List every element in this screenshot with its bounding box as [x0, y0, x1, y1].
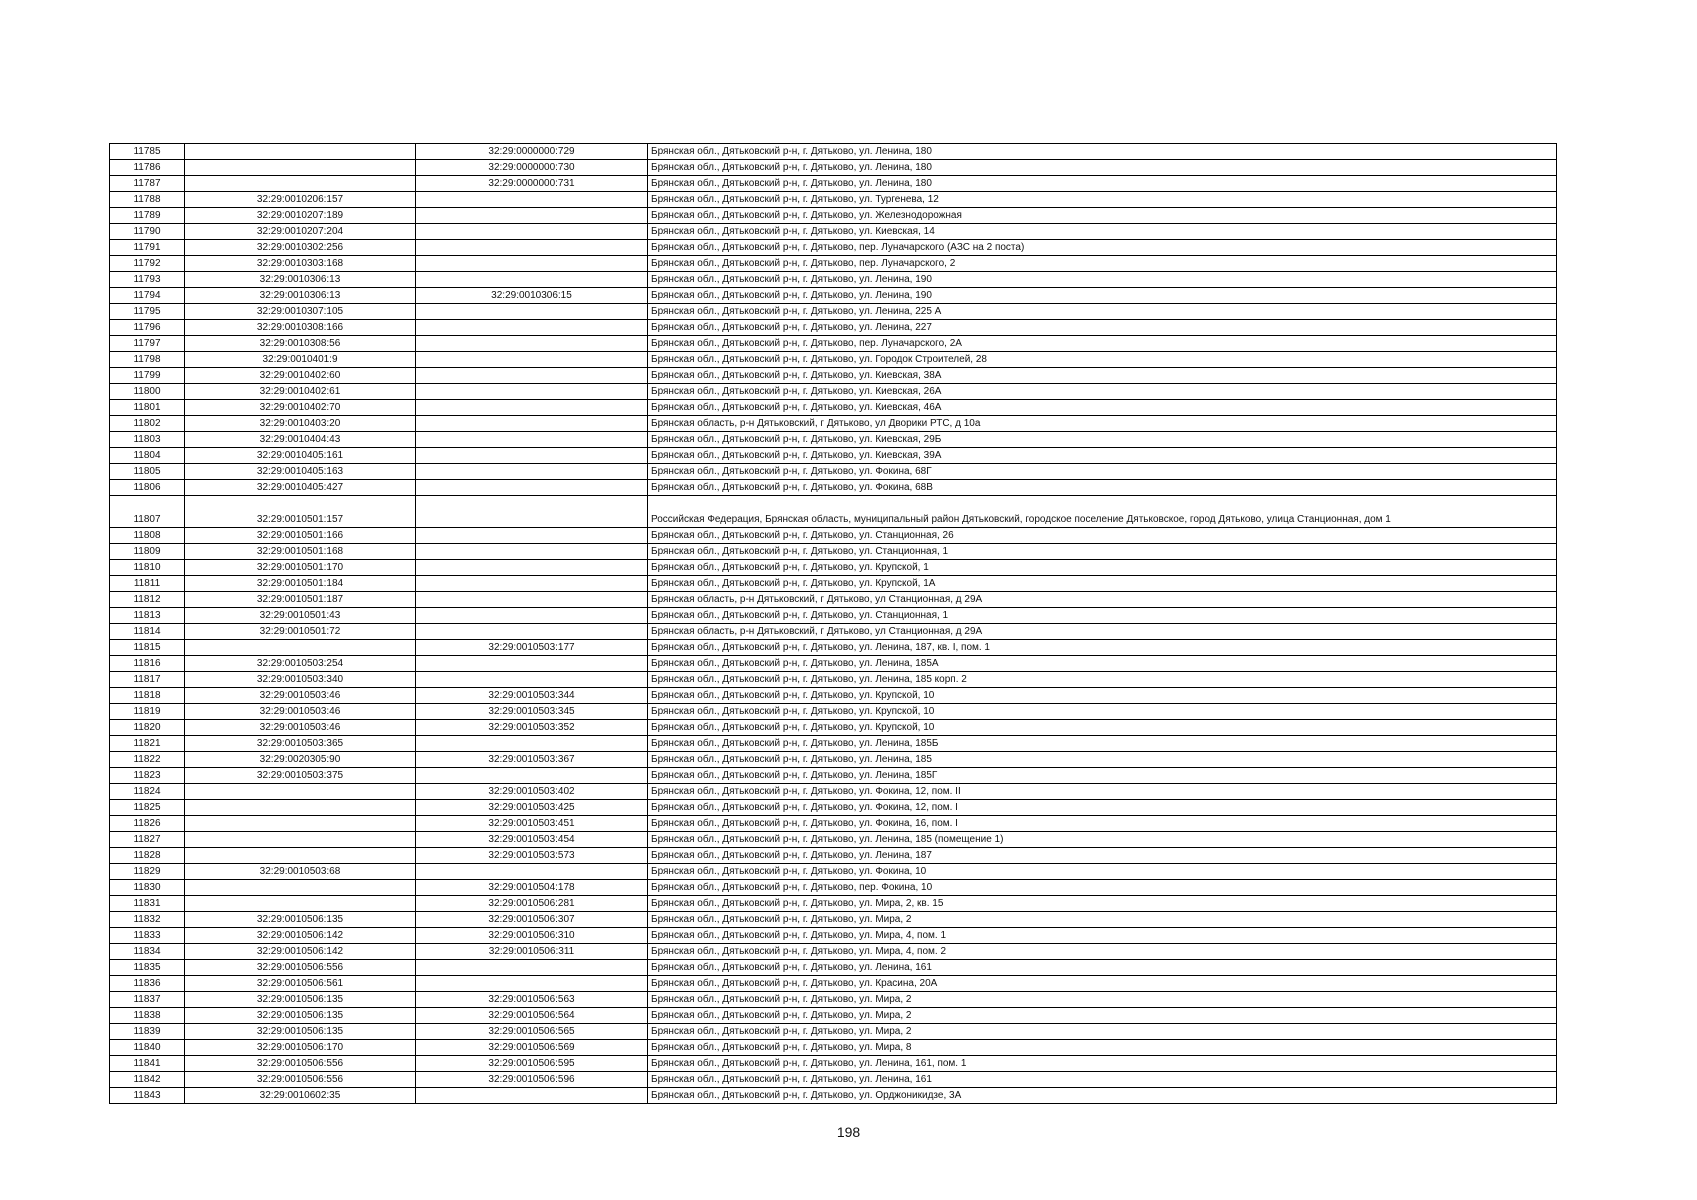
address-cell: Брянская обл., Дятьковский р-н, г. Дятьково, ул. Ленина, 185Б: [648, 736, 1557, 752]
table-row: [110, 1056, 1557, 1072]
address-cell: Брянская обл., Дятьковский р-н, г. Дятьково, ул. Тургенева, 12: [648, 192, 1557, 208]
land-cadastral-number-cell: 32:29:0010506:135: [185, 992, 416, 1008]
row-number-cell: 11827: [110, 832, 185, 848]
building-cadastral-number-cell: [416, 416, 648, 432]
table-row: [110, 592, 1557, 608]
building-cadastral-number-cell: 32:29:0010506:310: [416, 928, 648, 944]
address-cell: Брянская обл., Дятьковский р-н, г. Дятьково, ул. Ленина, 187: [648, 848, 1557, 864]
land-cadastral-number-cell: 32:29:0010506:142: [185, 944, 416, 960]
land-cadastral-number-cell: 32:29:0010402:60: [185, 368, 416, 384]
building-cadastral-number-cell: 32:29:0000000:731: [416, 176, 648, 192]
land-cadastral-number-cell: 32:29:0010308:166: [185, 320, 416, 336]
land-cadastral-number-cell: 32:29:0010501:157: [185, 496, 416, 528]
address-cell: Брянская обл., Дятьковский р-н, г. Дятьково, ул. Ленина, 225 А: [648, 304, 1557, 320]
address-cell: Брянская обл., Дятьковский р-н, г. Дятьково, ул. Мира, 8: [648, 1040, 1557, 1056]
address-cell: Брянская обл., Дятьковский р-н, г. Дятьково, пер. Луначарского, 2А: [648, 336, 1557, 352]
address-cell: Брянская обл., Дятьковский р-н, г. Дятьково, ул. Фокина, 16, пом. I: [648, 816, 1557, 832]
row-number-cell: 11815: [110, 640, 185, 656]
table-row: [110, 816, 1557, 832]
building-cadastral-number-cell: 32:29:0010504:178: [416, 880, 648, 896]
row-number-cell: 11806: [110, 480, 185, 496]
address-cell: Брянская обл., Дятьковский р-н, г. Дятьково, ул. Станционная, 1: [648, 544, 1557, 560]
land-cadastral-number-cell: [185, 176, 416, 192]
land-cadastral-number-cell: 32:29:0010503:46: [185, 688, 416, 704]
table-row: [110, 480, 1557, 496]
address-cell: Брянская обл., Дятьковский р-н, г. Дятьково, ул. Фокина, 12, пом. I: [648, 800, 1557, 816]
address-cell: Брянская обл., Дятьковский р-н, г. Дятьково, ул. Железнодорожная: [648, 208, 1557, 224]
row-number-cell: 11835: [110, 960, 185, 976]
row-number-cell: 11832: [110, 912, 185, 928]
land-cadastral-number-cell: 32:29:0010306:13: [185, 272, 416, 288]
row-number-cell: 11828: [110, 848, 185, 864]
building-cadastral-number-cell: [416, 272, 648, 288]
land-cadastral-number-cell: 32:29:0010403:20: [185, 416, 416, 432]
address-cell: Брянская обл., Дятьковский р-н, г. Дятьково, ул. Ленина, 185 (помещение 1): [648, 832, 1557, 848]
table-row: [110, 880, 1557, 896]
address-cell: Брянская обл., Дятьковский р-н, г. Дятьково, ул. Станционная, 26: [648, 528, 1557, 544]
building-cadastral-number-cell: 32:29:0010503:451: [416, 816, 648, 832]
row-number-cell: 11812: [110, 592, 185, 608]
land-cadastral-number-cell: 32:29:0010501:43: [185, 608, 416, 624]
land-cadastral-number-cell: 32:29:0010501:166: [185, 528, 416, 544]
building-cadastral-number-cell: [416, 208, 648, 224]
land-cadastral-number-cell: 32:29:0010602:35: [185, 1088, 416, 1104]
table-row: [110, 960, 1557, 976]
address-cell: Брянская обл., Дятьковский р-н, г. Дятьково, ул. Ленина, 161, пом. 1: [648, 1056, 1557, 1072]
land-cadastral-number-cell: 32:29:0010402:70: [185, 400, 416, 416]
land-cadastral-number-cell: 32:29:0010302:256: [185, 240, 416, 256]
table-row: [110, 560, 1557, 576]
address-cell: Брянская обл., Дятьковский р-н, г. Дятьково, ул. Ленина, 185: [648, 752, 1557, 768]
table-row: [110, 800, 1557, 816]
building-cadastral-number-cell: [416, 480, 648, 496]
row-number-cell: 11798: [110, 352, 185, 368]
address-cell: Брянская обл., Дятьковский р-н, г. Дятьково, ул. Станционная, 1: [648, 608, 1557, 624]
address-cell: Брянская область, р-н Дятьковский, г Дятьково, ул Дворики РТС, д 10а: [648, 416, 1557, 432]
land-cadastral-number-cell: [185, 848, 416, 864]
row-number-cell: 11813: [110, 608, 185, 624]
row-number-cell: 11820: [110, 720, 185, 736]
table-row: [110, 304, 1557, 320]
building-cadastral-number-cell: [416, 192, 648, 208]
land-cadastral-number-cell: 32:29:0010503:340: [185, 672, 416, 688]
row-number-cell: 11795: [110, 304, 185, 320]
address-cell: Брянская обл., Дятьковский р-н, г. Дятьково, ул. Киевская, 46А: [648, 400, 1557, 416]
land-cadastral-number-cell: 32:29:0010405:427: [185, 480, 416, 496]
building-cadastral-number-cell: 32:29:0010503:425: [416, 800, 648, 816]
address-cell: Брянская обл., Дятьковский р-н, г. Дятьково, ул. Киевская, 38А: [648, 368, 1557, 384]
building-cadastral-number-cell: [416, 960, 648, 976]
registry-table: [109, 143, 1557, 1104]
land-cadastral-number-cell: 32:29:0010306:13: [185, 288, 416, 304]
row-number-cell: 11814: [110, 624, 185, 640]
row-number-cell: 11826: [110, 816, 185, 832]
address-cell: Брянская обл., Дятьковский р-н, г. Дятьково, ул. Мира, 2: [648, 1008, 1557, 1024]
address-cell: Брянская обл., Дятьковский р-н, г. Дятьково, ул. Мира, 2: [648, 992, 1557, 1008]
building-cadastral-number-cell: [416, 400, 648, 416]
row-number-cell: 11843: [110, 1088, 185, 1104]
land-cadastral-number-cell: 32:29:0010506:135: [185, 1008, 416, 1024]
address-cell: Брянская обл., Дятьковский р-н, г. Дятьково, ул. Ленина, 161: [648, 960, 1557, 976]
land-cadastral-number-cell: 32:29:0010506:135: [185, 912, 416, 928]
row-number-cell: 11819: [110, 704, 185, 720]
row-number-cell: 11808: [110, 528, 185, 544]
row-number-cell: 11786: [110, 160, 185, 176]
row-number-cell: 11842: [110, 1072, 185, 1088]
land-cadastral-number-cell: [185, 640, 416, 656]
land-cadastral-number-cell: 32:29:0010307:105: [185, 304, 416, 320]
table-row: [110, 768, 1557, 784]
address-cell: Брянская обл., Дятьковский р-н, г. Дятьково, ул. Фокина, 68Г: [648, 464, 1557, 480]
row-number-cell: 11800: [110, 384, 185, 400]
address-cell: Брянская обл., Дятьковский р-н, г. Дятьково, ул. Ленина, 185А: [648, 656, 1557, 672]
land-cadastral-number-cell: 32:29:0010404:43: [185, 432, 416, 448]
table-row: [110, 256, 1557, 272]
building-cadastral-number-cell: 32:29:0010503:367: [416, 752, 648, 768]
land-cadastral-number-cell: [185, 784, 416, 800]
table-row: [110, 1088, 1557, 1104]
building-cadastral-number-cell: [416, 464, 648, 480]
land-cadastral-number-cell: 32:29:0010506:170: [185, 1040, 416, 1056]
building-cadastral-number-cell: 32:29:0010506:281: [416, 896, 648, 912]
row-number-cell: 11804: [110, 448, 185, 464]
building-cadastral-number-cell: [416, 560, 648, 576]
table-row: [110, 176, 1557, 192]
table-row: [110, 624, 1557, 640]
building-cadastral-number-cell: 32:29:0010306:15: [416, 288, 648, 304]
address-cell: Брянская обл., Дятьковский р-н, г. Дятьково, ул. Киевская, 26А: [648, 384, 1557, 400]
land-cadastral-number-cell: 32:29:0010501:184: [185, 576, 416, 592]
building-cadastral-number-cell: [416, 352, 648, 368]
land-cadastral-number-cell: 32:29:0010207:189: [185, 208, 416, 224]
building-cadastral-number-cell: 32:29:0010503:352: [416, 720, 648, 736]
building-cadastral-number-cell: [416, 240, 648, 256]
row-number-cell: 11805: [110, 464, 185, 480]
address-cell: Брянская обл., Дятьковский р-н, г. Дятьково, ул. Киевская, 29Б: [648, 432, 1557, 448]
row-number-cell: 11817: [110, 672, 185, 688]
address-cell: Брянская обл., Дятьковский р-н, г. Дятьково, ул. Мира, 4, пом. 1: [648, 928, 1557, 944]
address-cell: Брянская обл., Дятьковский р-н, г. Дятьково, ул. Мира, 4, пом. 2: [648, 944, 1557, 960]
page-number: 198: [836, 1124, 861, 1140]
table-row: [110, 1040, 1557, 1056]
row-number-cell: 11796: [110, 320, 185, 336]
land-cadastral-number-cell: 32:29:0010206:157: [185, 192, 416, 208]
row-number-cell: 11810: [110, 560, 185, 576]
building-cadastral-number-cell: [416, 528, 648, 544]
building-cadastral-number-cell: [416, 432, 648, 448]
address-cell: Брянская обл., Дятьковский р-н, г. Дятьково, ул. Ленина, 185Г: [648, 768, 1557, 784]
address-cell: Брянская обл., Дятьковский р-н, г. Дятьково, ул. Ленина, 180: [648, 160, 1557, 176]
building-cadastral-number-cell: 32:29:0010506:595: [416, 1056, 648, 1072]
land-cadastral-number-cell: 32:29:0010303:168: [185, 256, 416, 272]
row-number-cell: 11792: [110, 256, 185, 272]
address-cell: Брянская обл., Дятьковский р-н, г. Дятьково, ул. Ленина, 185 корп. 2: [648, 672, 1557, 688]
building-cadastral-number-cell: 32:29:0010506:311: [416, 944, 648, 960]
table-row: [110, 752, 1557, 768]
land-cadastral-number-cell: 32:29:0010207:204: [185, 224, 416, 240]
building-cadastral-number-cell: [416, 224, 648, 240]
address-cell: Брянская обл., Дятьковский р-н, г. Дятьково, ул. Мира, 2: [648, 912, 1557, 928]
table-row: [110, 336, 1557, 352]
building-cadastral-number-cell: [416, 656, 648, 672]
land-cadastral-number-cell: [185, 896, 416, 912]
building-cadastral-number-cell: [416, 256, 648, 272]
table-row: [110, 928, 1557, 944]
row-number-cell: 11837: [110, 992, 185, 1008]
land-cadastral-number-cell: 32:29:0010506:135: [185, 1024, 416, 1040]
row-number-cell: 11799: [110, 368, 185, 384]
building-cadastral-number-cell: 32:29:0000000:729: [416, 144, 648, 160]
building-cadastral-number-cell: 32:29:0010503:402: [416, 784, 648, 800]
address-cell: Брянская обл., Дятьковский р-н, г. Дятьково, ул. Ленина, 161: [648, 1072, 1557, 1088]
table-row: [110, 832, 1557, 848]
land-cadastral-number-cell: 32:29:0010506:556: [185, 1056, 416, 1072]
table-row: [110, 784, 1557, 800]
land-cadastral-number-cell: [185, 832, 416, 848]
table-row: [110, 192, 1557, 208]
land-cadastral-number-cell: [185, 160, 416, 176]
building-cadastral-number-cell: 32:29:0000000:730: [416, 160, 648, 176]
land-cadastral-number-cell: 32:29:0010501:72: [185, 624, 416, 640]
address-cell: Брянская обл., Дятьковский р-н, г. Дятьково, ул. Ленина, 180: [648, 176, 1557, 192]
table-row: [110, 288, 1557, 304]
row-number-cell: 11811: [110, 576, 185, 592]
building-cadastral-number-cell: 32:29:0010506:564: [416, 1008, 648, 1024]
table-row: [110, 384, 1557, 400]
row-number-cell: 11809: [110, 544, 185, 560]
address-cell: Брянская обл., Дятьковский р-н, г. Дятьково, ул. Мира, 2, кв. 15: [648, 896, 1557, 912]
land-cadastral-number-cell: 32:29:0020305:90: [185, 752, 416, 768]
table-row: [110, 352, 1557, 368]
row-number-cell: 11821: [110, 736, 185, 752]
row-number-cell: 11803: [110, 432, 185, 448]
table-row: [110, 656, 1557, 672]
row-number-cell: 11830: [110, 880, 185, 896]
land-cadastral-number-cell: 32:29:0010506:556: [185, 1072, 416, 1088]
table-row: [110, 144, 1557, 160]
row-number-cell: 11801: [110, 400, 185, 416]
address-cell: Брянская обл., Дятьковский р-н, г. Дятьково, пер. Луначарского (АЗС на 2 поста): [648, 240, 1557, 256]
table-body: [110, 144, 1557, 1104]
table-row: [110, 432, 1557, 448]
address-cell: Брянская обл., Дятьковский р-н, г. Дятьково, ул. Киевская, 14: [648, 224, 1557, 240]
building-cadastral-number-cell: 32:29:0010506:569: [416, 1040, 648, 1056]
land-cadastral-number-cell: 32:29:0010503:68: [185, 864, 416, 880]
address-cell: Брянская обл., Дятьковский р-н, г. Дятьково, ул. Фокина, 10: [648, 864, 1557, 880]
table-row: [110, 688, 1557, 704]
table-row: [110, 400, 1557, 416]
row-number-cell: 11790: [110, 224, 185, 240]
table-row: [110, 992, 1557, 1008]
building-cadastral-number-cell: 32:29:0010503:177: [416, 640, 648, 656]
table-row: [110, 672, 1557, 688]
table-row: [110, 208, 1557, 224]
table-row: [110, 576, 1557, 592]
row-number-cell: 11818: [110, 688, 185, 704]
table-row: [110, 464, 1557, 480]
building-cadastral-number-cell: 32:29:0010506:596: [416, 1072, 648, 1088]
address-cell: Брянская область, р-н Дятьковский, г Дятьково, ул Станционная, д 29А: [648, 592, 1557, 608]
land-cadastral-number-cell: 32:29:0010402:61: [185, 384, 416, 400]
building-cadastral-number-cell: [416, 336, 648, 352]
building-cadastral-number-cell: 32:29:0010503:344: [416, 688, 648, 704]
address-cell: Брянская обл., Дятьковский р-н, г. Дятьково, ул. Киевская, 39А: [648, 448, 1557, 464]
row-number-cell: 11836: [110, 976, 185, 992]
address-cell: Брянская обл., Дятьковский р-н, г. Дятьково, ул. Ленина, 190: [648, 288, 1557, 304]
address-cell: Брянская обл., Дятьковский р-н, г. Дятьково, ул. Ленина, 180: [648, 144, 1557, 160]
table-row: [110, 272, 1557, 288]
land-cadastral-number-cell: 32:29:0010501:168: [185, 544, 416, 560]
row-number-cell: 11789: [110, 208, 185, 224]
row-number-cell: 11839: [110, 1024, 185, 1040]
table-row: [110, 416, 1557, 432]
land-cadastral-number-cell: 32:29:0010501:170: [185, 560, 416, 576]
row-number-cell: 11785: [110, 144, 185, 160]
land-cadastral-number-cell: [185, 880, 416, 896]
building-cadastral-number-cell: 32:29:0010503:573: [416, 848, 648, 864]
address-cell: Брянская обл., Дятьковский р-н, г. Дятьково, ул. Крупской, 10: [648, 704, 1557, 720]
address-cell: Брянская область, р-н Дятьковский, г Дятьково, ул Станционная, д 29А: [648, 624, 1557, 640]
land-cadastral-number-cell: 32:29:0010503:254: [185, 656, 416, 672]
building-cadastral-number-cell: [416, 320, 648, 336]
building-cadastral-number-cell: [416, 864, 648, 880]
table-row: [110, 720, 1557, 736]
row-number-cell: 11829: [110, 864, 185, 880]
building-cadastral-number-cell: [416, 304, 648, 320]
building-cadastral-number-cell: [416, 736, 648, 752]
building-cadastral-number-cell: [416, 592, 648, 608]
land-cadastral-number-cell: 32:29:0010503:375: [185, 768, 416, 784]
row-number-cell: 11787: [110, 176, 185, 192]
table-row: [110, 912, 1557, 928]
address-cell: Брянская обл., Дятьковский р-н, г. Дятьково, ул. Орджоникидзе, 3А: [648, 1088, 1557, 1104]
row-number-cell: 11816: [110, 656, 185, 672]
address-cell: Брянская обл., Дятьковский р-н, г. Дятьково, ул. Фокина, 12, пом. II: [648, 784, 1557, 800]
row-number-cell: 11834: [110, 944, 185, 960]
building-cadastral-number-cell: [416, 448, 648, 464]
table-row: [110, 976, 1557, 992]
table-row: [110, 496, 1557, 528]
table-row: [110, 448, 1557, 464]
land-cadastral-number-cell: 32:29:0010506:142: [185, 928, 416, 944]
address-cell: Брянская обл., Дятьковский р-н, г. Дятьково, ул. Мира, 2: [648, 1024, 1557, 1040]
land-cadastral-number-cell: 32:29:0010405:161: [185, 448, 416, 464]
address-cell: Российская Федерация, Брянская область, муниципальный район Дятьковский, городское поселение Дятьковское, город Дятьково, улица Станционная, дом 1: [648, 496, 1557, 528]
table-row: [110, 1024, 1557, 1040]
row-number-cell: 11802: [110, 416, 185, 432]
building-cadastral-number-cell: [416, 672, 648, 688]
row-number-cell: 11797: [110, 336, 185, 352]
row-number-cell: 11793: [110, 272, 185, 288]
building-cadastral-number-cell: [416, 1088, 648, 1104]
building-cadastral-number-cell: [416, 368, 648, 384]
address-cell: Брянская обл., Дятьковский р-н, г. Дятьково, ул. Ленина, 190: [648, 272, 1557, 288]
building-cadastral-number-cell: 32:29:0010506:563: [416, 992, 648, 1008]
row-number-cell: 11841: [110, 1056, 185, 1072]
table-row: [110, 320, 1557, 336]
building-cadastral-number-cell: [416, 976, 648, 992]
building-cadastral-number-cell: 32:29:0010503:454: [416, 832, 648, 848]
land-cadastral-number-cell: 32:29:0010501:187: [185, 592, 416, 608]
row-number-cell: 11791: [110, 240, 185, 256]
land-cadastral-number-cell: 32:29:0010506:556: [185, 960, 416, 976]
row-number-cell: 11833: [110, 928, 185, 944]
building-cadastral-number-cell: [416, 608, 648, 624]
land-cadastral-number-cell: 32:29:0010401:9: [185, 352, 416, 368]
table-row: [110, 368, 1557, 384]
row-number-cell: 11840: [110, 1040, 185, 1056]
address-cell: Брянская обл., Дятьковский р-н, г. Дятьково, ул. Ленина, 187, кв. I, пом. 1: [648, 640, 1557, 656]
land-cadastral-number-cell: [185, 816, 416, 832]
row-number-cell: 11788: [110, 192, 185, 208]
land-cadastral-number-cell: 32:29:0010503:365: [185, 736, 416, 752]
building-cadastral-number-cell: 32:29:0010506:307: [416, 912, 648, 928]
land-cadastral-number-cell: 32:29:0010308:56: [185, 336, 416, 352]
table-row: [110, 640, 1557, 656]
table-row: [110, 944, 1557, 960]
building-cadastral-number-cell: [416, 384, 648, 400]
address-cell: Брянская обл., Дятьковский р-н, г. Дятьково, ул. Крупской, 10: [648, 688, 1557, 704]
address-cell: Брянская обл., Дятьковский р-н, г. Дятьково, ул. Крупской, 1А: [648, 576, 1557, 592]
address-cell: Брянская обл., Дятьковский р-н, г. Дятьково, ул. Ленина, 227: [648, 320, 1557, 336]
address-cell: Брянская обл., Дятьковский р-н, г. Дятьково, ул. Крупской, 1: [648, 560, 1557, 576]
row-number-cell: 11824: [110, 784, 185, 800]
address-cell: Брянская обл., Дятьковский р-н, г. Дятьково, ул. Крупской, 10: [648, 720, 1557, 736]
address-cell: Брянская обл., Дятьковский р-н, г. Дятьково, ул. Красина, 20А: [648, 976, 1557, 992]
table-row: [110, 704, 1557, 720]
table-row: [110, 224, 1557, 240]
land-cadastral-number-cell: 32:29:0010506:561: [185, 976, 416, 992]
building-cadastral-number-cell: [416, 624, 648, 640]
building-cadastral-number-cell: [416, 544, 648, 560]
building-cadastral-number-cell: 32:29:0010503:345: [416, 704, 648, 720]
address-cell: Брянская обл., Дятьковский р-н, г. Дятьково, пер. Фокина, 10: [648, 880, 1557, 896]
row-number-cell: 11807: [110, 496, 185, 528]
table-row: [110, 1008, 1557, 1024]
land-cadastral-number-cell: 32:29:0010405:163: [185, 464, 416, 480]
row-number-cell: 11823: [110, 768, 185, 784]
table-row: [110, 528, 1557, 544]
address-cell: Брянская обл., Дятьковский р-н, г. Дятьково, пер. Луначарского, 2: [648, 256, 1557, 272]
building-cadastral-number-cell: [416, 768, 648, 784]
land-cadastral-number-cell: 32:29:0010503:46: [185, 704, 416, 720]
building-cadastral-number-cell: [416, 576, 648, 592]
address-cell: Брянская обл., Дятьковский р-н, г. Дятьково, ул. Городок Строителей, 28: [648, 352, 1557, 368]
table-row: [110, 736, 1557, 752]
table-row: [110, 240, 1557, 256]
building-cadastral-number-cell: [416, 496, 648, 528]
row-number-cell: 11794: [110, 288, 185, 304]
address-cell: Брянская обл., Дятьковский р-н, г. Дятьково, ул. Фокина, 68В: [648, 480, 1557, 496]
building-cadastral-number-cell: 32:29:0010506:565: [416, 1024, 648, 1040]
land-cadastral-number-cell: 32:29:0010503:46: [185, 720, 416, 736]
row-number-cell: 11838: [110, 1008, 185, 1024]
table-row: [110, 848, 1557, 864]
table-row: [110, 544, 1557, 560]
row-number-cell: 11825: [110, 800, 185, 816]
table-row: [110, 160, 1557, 176]
table-row: [110, 608, 1557, 624]
table-row: [110, 1072, 1557, 1088]
land-cadastral-number-cell: [185, 144, 416, 160]
table-row: [110, 896, 1557, 912]
row-number-cell: 11831: [110, 896, 185, 912]
table-row: [110, 864, 1557, 880]
row-number-cell: 11822: [110, 752, 185, 768]
land-cadastral-number-cell: [185, 800, 416, 816]
